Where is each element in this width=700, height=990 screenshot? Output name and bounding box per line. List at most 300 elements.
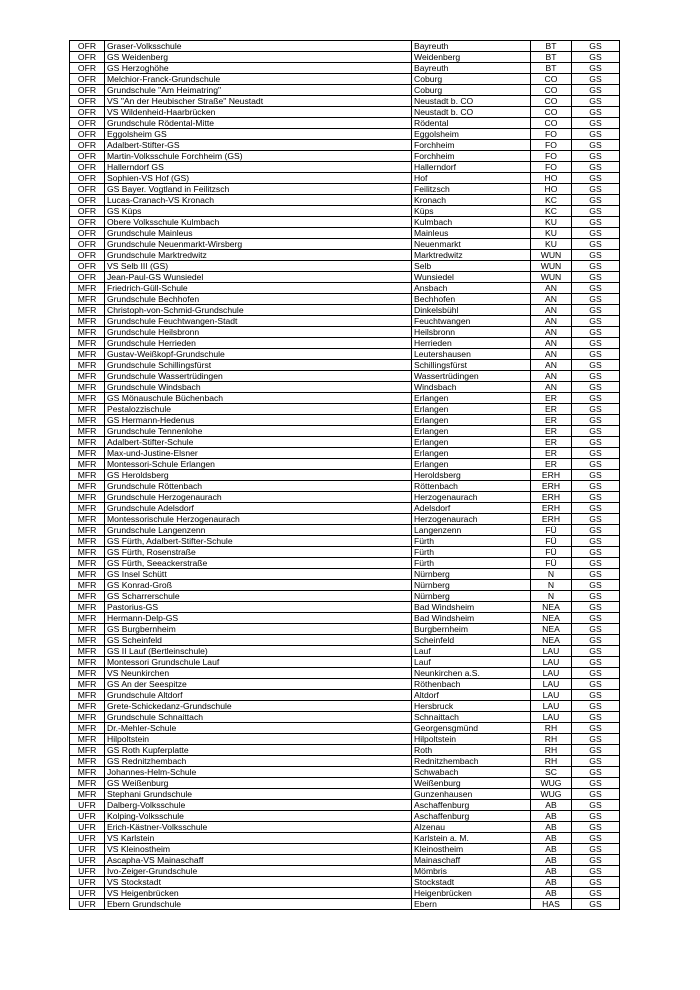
table-row [70,712,620,723]
region-cell: UFR [70,899,105,910]
district-code-cell: AN [531,294,572,305]
school-name-cell: Hermann-Delp-GS [105,613,412,624]
city-cell: Leutershausen [412,349,531,360]
region-cell: MFR [70,316,105,327]
table-row [70,635,620,646]
region-cell: MFR [70,492,105,503]
school-name-cell: Kolping-Volksschule [105,811,412,822]
school-name-cell: Grundschule Röttenbach [105,481,412,492]
district-code-cell: NEA [531,635,572,646]
school-type-cell: GS [572,239,620,250]
table-row [70,239,620,250]
table-row [70,756,620,767]
district-code-cell: ERH [531,514,572,525]
school-type-cell: GS [572,536,620,547]
school-name-cell: Pestalozzischule [105,404,412,415]
region-cell: MFR [70,448,105,459]
region-cell: OFR [70,250,105,261]
region-cell: MFR [70,657,105,668]
city-cell: Aschaffenburg [412,800,531,811]
region-cell: MFR [70,756,105,767]
city-cell: Windsbach [412,382,531,393]
school-name-cell: GS Weidenberg [105,52,412,63]
school-name-cell: Grundschule Schnaittach [105,712,412,723]
school-type-cell: GS [572,349,620,360]
table-row [70,184,620,195]
region-cell: MFR [70,679,105,690]
district-code-cell: CO [531,74,572,85]
school-name-cell: Grundschule Herrieden [105,338,412,349]
city-cell: Herzogenaurach [412,492,531,503]
city-cell: Schwabach [412,767,531,778]
district-code-cell: N [531,591,572,602]
region-cell: OFR [70,129,105,140]
table-row [70,514,620,525]
region-cell: MFR [70,426,105,437]
city-cell: Mainleus [412,228,531,239]
school-type-cell: GS [572,151,620,162]
city-cell: Lauf [412,657,531,668]
region-cell: MFR [70,580,105,591]
table-row [70,767,620,778]
region-cell: OFR [70,261,105,272]
district-code-cell: AB [531,866,572,877]
school-name-cell: Grundschule Heilsbronn [105,327,412,338]
district-code-cell: FÜ [531,536,572,547]
school-type-cell: GS [572,778,620,789]
district-code-cell: LAU [531,657,572,668]
region-cell: MFR [70,503,105,514]
city-cell: Neuenmarkt [412,239,531,250]
region-cell: OFR [70,217,105,228]
school-type-cell: GS [572,635,620,646]
table-row [70,327,620,338]
district-code-cell: FÜ [531,558,572,569]
region-cell: OFR [70,239,105,250]
school-type-cell: GS [572,723,620,734]
region-cell: MFR [70,712,105,723]
city-cell: Erlangen [412,459,531,470]
school-type-cell: GS [572,52,620,63]
district-code-cell: AN [531,382,572,393]
table-row [70,272,620,283]
school-name-cell: Stephani Grundschule [105,789,412,800]
district-code-cell: CO [531,96,572,107]
city-cell: Küps [412,206,531,217]
school-name-cell: VS Wildenheid-Haarbrücken [105,107,412,118]
city-cell: Heroldsberg [412,470,531,481]
school-name-cell: Martin-Volksschule Forchheim (GS) [105,151,412,162]
city-cell: Eggolsheim [412,129,531,140]
city-cell: Scheinfeld [412,635,531,646]
school-type-cell: GS [572,250,620,261]
region-cell: MFR [70,602,105,613]
city-cell: Kronach [412,195,531,206]
district-code-cell: CO [531,85,572,96]
region-cell: UFR [70,822,105,833]
school-name-cell: Grundschule Bechhofen [105,294,412,305]
table-row [70,470,620,481]
district-code-cell: SC [531,767,572,778]
district-code-cell: CO [531,118,572,129]
district-code-cell: AN [531,338,572,349]
school-name-cell: Melchior-Franck-Grundschule [105,74,412,85]
school-name-cell: Max-und-Justine-Elsner [105,448,412,459]
school-name-cell: Grundschule Schillingsfürst [105,360,412,371]
city-cell: Alzenau [412,822,531,833]
city-cell: Erlangen [412,404,531,415]
district-code-cell: NEA [531,613,572,624]
school-type-cell: GS [572,360,620,371]
school-name-cell: GS Insel Schütt [105,569,412,580]
school-name-cell: Eggolsheim GS [105,129,412,140]
district-code-cell: AB [531,888,572,899]
city-cell: Hilpoltstein [412,734,531,745]
city-cell: Coburg [412,74,531,85]
district-code-cell: AB [531,800,572,811]
city-cell: Forchheim [412,151,531,162]
school-type-cell: GS [572,833,620,844]
city-cell: Burgbernheim [412,624,531,635]
city-cell: Fürth [412,547,531,558]
city-cell: Stockstadt [412,877,531,888]
school-type-cell: GS [572,129,620,140]
table-row [70,426,620,437]
school-type-cell: GS [572,481,620,492]
district-code-cell: BT [531,41,572,52]
table-row [70,558,620,569]
district-code-cell: LAU [531,690,572,701]
school-type-cell: GS [572,844,620,855]
region-cell: MFR [70,646,105,657]
school-type-cell: GS [572,800,620,811]
city-cell: Georgensgmünd [412,723,531,734]
district-code-cell: KU [531,228,572,239]
city-cell: Wassertrüdingen [412,371,531,382]
school-name-cell: Adalbert-Stifter-GS [105,140,412,151]
school-name-cell: Christoph-von-Schmid-Grundschule [105,305,412,316]
school-type-cell: GS [572,657,620,668]
school-name-cell: Gustav-Weißkopf-Grundschule [105,349,412,360]
table-row [70,525,620,536]
region-cell: UFR [70,833,105,844]
school-type-cell: GS [572,74,620,85]
school-type-cell: GS [572,569,620,580]
school-name-cell: VS Karlstein [105,833,412,844]
region-cell: OFR [70,63,105,74]
region-cell: OFR [70,140,105,151]
school-type-cell: GS [572,327,620,338]
city-cell: Herrieden [412,338,531,349]
school-type-cell: GS [572,371,620,382]
region-cell: OFR [70,107,105,118]
school-name-cell: Grundschule Mainleus [105,228,412,239]
city-cell: Schnaittach [412,712,531,723]
region-cell: MFR [70,690,105,701]
region-cell: MFR [70,723,105,734]
district-code-cell: AB [531,811,572,822]
school-name-cell: Ebern Grundschule [105,899,412,910]
district-code-cell: KC [531,206,572,217]
school-type-cell: GS [572,162,620,173]
school-type-cell: GS [572,712,620,723]
school-name-cell: VS Heigenbrücken [105,888,412,899]
region-cell: OFR [70,195,105,206]
school-type-cell: GS [572,580,620,591]
region-cell: OFR [70,272,105,283]
city-cell: Kulmbach [412,217,531,228]
table-row [70,261,620,272]
district-code-cell: ER [531,393,572,404]
district-code-cell: KC [531,195,572,206]
table-row [70,899,620,910]
region-cell: OFR [70,151,105,162]
school-name-cell: Ivo-Zeiger-Grundschule [105,866,412,877]
table-row [70,41,620,52]
table-row [70,96,620,107]
table-row [70,657,620,668]
city-cell: Langenzenn [412,525,531,536]
region-cell: UFR [70,844,105,855]
region-cell: UFR [70,855,105,866]
city-cell: Ebern [412,899,531,910]
table-row [70,173,620,184]
school-name-cell: GS Fürth, Adalbert-Stifter-Schule [105,536,412,547]
school-type-cell: GS [572,756,620,767]
school-name-cell: GS Fürth, Rosenstraße [105,547,412,558]
district-code-cell: AB [531,822,572,833]
table-row [70,316,620,327]
school-type-cell: GS [572,195,620,206]
school-name-cell: Montessori-Schule Erlangen [105,459,412,470]
district-code-cell: N [531,580,572,591]
school-name-cell: VS Stockstadt [105,877,412,888]
district-code-cell: ERH [531,481,572,492]
school-type-cell: GS [572,602,620,613]
table-row [70,701,620,712]
school-type-cell: GS [572,558,620,569]
district-code-cell: ERH [531,470,572,481]
city-cell: Röttenbach [412,481,531,492]
district-code-cell: AN [531,283,572,294]
district-code-cell: FO [531,151,572,162]
school-type-cell: GS [572,525,620,536]
school-name-cell: Grundschule Adelsdorf [105,503,412,514]
region-cell: MFR [70,767,105,778]
table-row [70,690,620,701]
city-cell: Dinkelsbühl [412,305,531,316]
region-cell: MFR [70,525,105,536]
region-cell: UFR [70,877,105,888]
school-type-cell: GS [572,96,620,107]
region-cell: MFR [70,778,105,789]
school-type-cell: GS [572,888,620,899]
school-name-cell: GS Fürth, Seeackerstraße [105,558,412,569]
table-row [70,668,620,679]
city-cell: Röthenbach [412,679,531,690]
region-cell: OFR [70,74,105,85]
table-row [70,404,620,415]
region-cell: MFR [70,481,105,492]
school-name-cell: GS Bayer. Vogtland in Feilitzsch [105,184,412,195]
school-type-cell: GS [572,734,620,745]
region-cell: MFR [70,371,105,382]
school-name-cell: Grundschule Rödental-Mitte [105,118,412,129]
table-row [70,151,620,162]
school-name-cell: Dalberg-Volksschule [105,800,412,811]
table-row [70,602,620,613]
table-row [70,778,620,789]
school-name-cell: Adalbert-Stifter-Schule [105,437,412,448]
region-cell: UFR [70,800,105,811]
city-cell: Kleinostheim [412,844,531,855]
school-type-cell: GS [572,272,620,283]
school-type-cell: GS [572,899,620,910]
table-row [70,107,620,118]
city-cell: Aschaffenburg [412,811,531,822]
district-code-cell: ER [531,415,572,426]
school-name-cell: GS Scheinfeld [105,635,412,646]
district-code-cell: KU [531,217,572,228]
district-code-cell: ERH [531,503,572,514]
table-row [70,855,620,866]
school-name-cell: Grundschule Feuchtwangen-Stadt [105,316,412,327]
school-name-cell: Dr.-Mehler-Schule [105,723,412,734]
school-name-cell: Lucas-Cranach-VS Kronach [105,195,412,206]
district-code-cell: NEA [531,602,572,613]
region-cell: OFR [70,162,105,173]
table-row [70,723,620,734]
region-cell: OFR [70,228,105,239]
table-row [70,338,620,349]
school-name-cell: VS Selb III (GS) [105,261,412,272]
school-name-cell: Obere Volksschule Kulmbach [105,217,412,228]
table-row [70,822,620,833]
city-cell: Bechhofen [412,294,531,305]
city-cell: Lauf [412,646,531,657]
district-code-cell: WUN [531,250,572,261]
table-row [70,129,620,140]
region-cell: MFR [70,294,105,305]
table-row [70,492,620,503]
city-cell: Karlstein a. M. [412,833,531,844]
table-row [70,745,620,756]
school-type-cell: GS [572,767,620,778]
school-type-cell: GS [572,338,620,349]
table-row [70,734,620,745]
school-name-cell: Pastorius-GS [105,602,412,613]
table-row [70,789,620,800]
city-cell: Neustadt b. CO [412,96,531,107]
region-cell: MFR [70,327,105,338]
city-cell: Fürth [412,536,531,547]
district-code-cell: WUN [531,272,572,283]
city-cell: Erlangen [412,437,531,448]
region-cell: MFR [70,283,105,294]
city-cell: Gunzenhausen [412,789,531,800]
district-code-cell: WUN [531,261,572,272]
district-code-cell: RH [531,745,572,756]
school-type-cell: GS [572,690,620,701]
district-code-cell: BT [531,52,572,63]
district-code-cell: FÜ [531,547,572,558]
table-row [70,118,620,129]
region-cell: UFR [70,866,105,877]
region-cell: OFR [70,85,105,96]
school-name-cell: GS Küps [105,206,412,217]
school-type-cell: GS [572,877,620,888]
table-row [70,800,620,811]
school-name-cell: Grundschule "Am Heimatring" [105,85,412,96]
city-cell: Selb [412,261,531,272]
school-type-cell: GS [572,415,620,426]
school-name-cell: GS Hermann-Hedenus [105,415,412,426]
region-cell: UFR [70,811,105,822]
school-type-cell: GS [572,294,620,305]
district-code-cell: BT [531,63,572,74]
district-code-cell: ER [531,459,572,470]
city-cell: Hof [412,173,531,184]
district-code-cell: AN [531,371,572,382]
city-cell: Mömbris [412,866,531,877]
district-code-cell: LAU [531,679,572,690]
school-type-cell: GS [572,184,620,195]
city-cell: Feuchtwangen [412,316,531,327]
table-row [70,228,620,239]
school-type-cell: GS [572,140,620,151]
table-body [70,41,620,910]
district-code-cell: N [531,569,572,580]
school-name-cell: Grundschule Windsbach [105,382,412,393]
city-cell: Mainaschaff [412,855,531,866]
school-type-cell: GS [572,173,620,184]
city-cell: Weidenberg [412,52,531,63]
region-cell: OFR [70,118,105,129]
table-row [70,393,620,404]
school-name-cell: Grundschule Altdorf [105,690,412,701]
school-name-cell: GS Scharrerschule [105,591,412,602]
district-code-cell: HO [531,184,572,195]
school-type-cell: GS [572,613,620,624]
school-name-cell: VS "An der Heubischer Straße" Neustadt [105,96,412,107]
table-row [70,371,620,382]
district-code-cell: ER [531,404,572,415]
table-row [70,547,620,558]
district-code-cell: ER [531,426,572,437]
table-row [70,679,620,690]
school-name-cell: GS II Lauf (Bertleinschule) [105,646,412,657]
table-row [70,217,620,228]
region-cell: MFR [70,305,105,316]
table-row [70,140,620,151]
school-name-cell: VS Neunkirchen [105,668,412,679]
school-type-cell: GS [572,679,620,690]
table-row [70,646,620,657]
region-cell: OFR [70,41,105,52]
school-name-cell: GS Heroldsberg [105,470,412,481]
city-cell: Heilsbronn [412,327,531,338]
school-type-cell: GS [572,459,620,470]
table-row [70,536,620,547]
table-row [70,382,620,393]
school-name-cell: GS Roth Kupferplatte [105,745,412,756]
district-code-cell: ERH [531,492,572,503]
school-name-cell: Erich-Kästner-Volksschule [105,822,412,833]
school-name-cell: Hallerndorf GS [105,162,412,173]
city-cell: Neunkirchen a.S. [412,668,531,679]
table-row [70,415,620,426]
district-code-cell: AB [531,877,572,888]
